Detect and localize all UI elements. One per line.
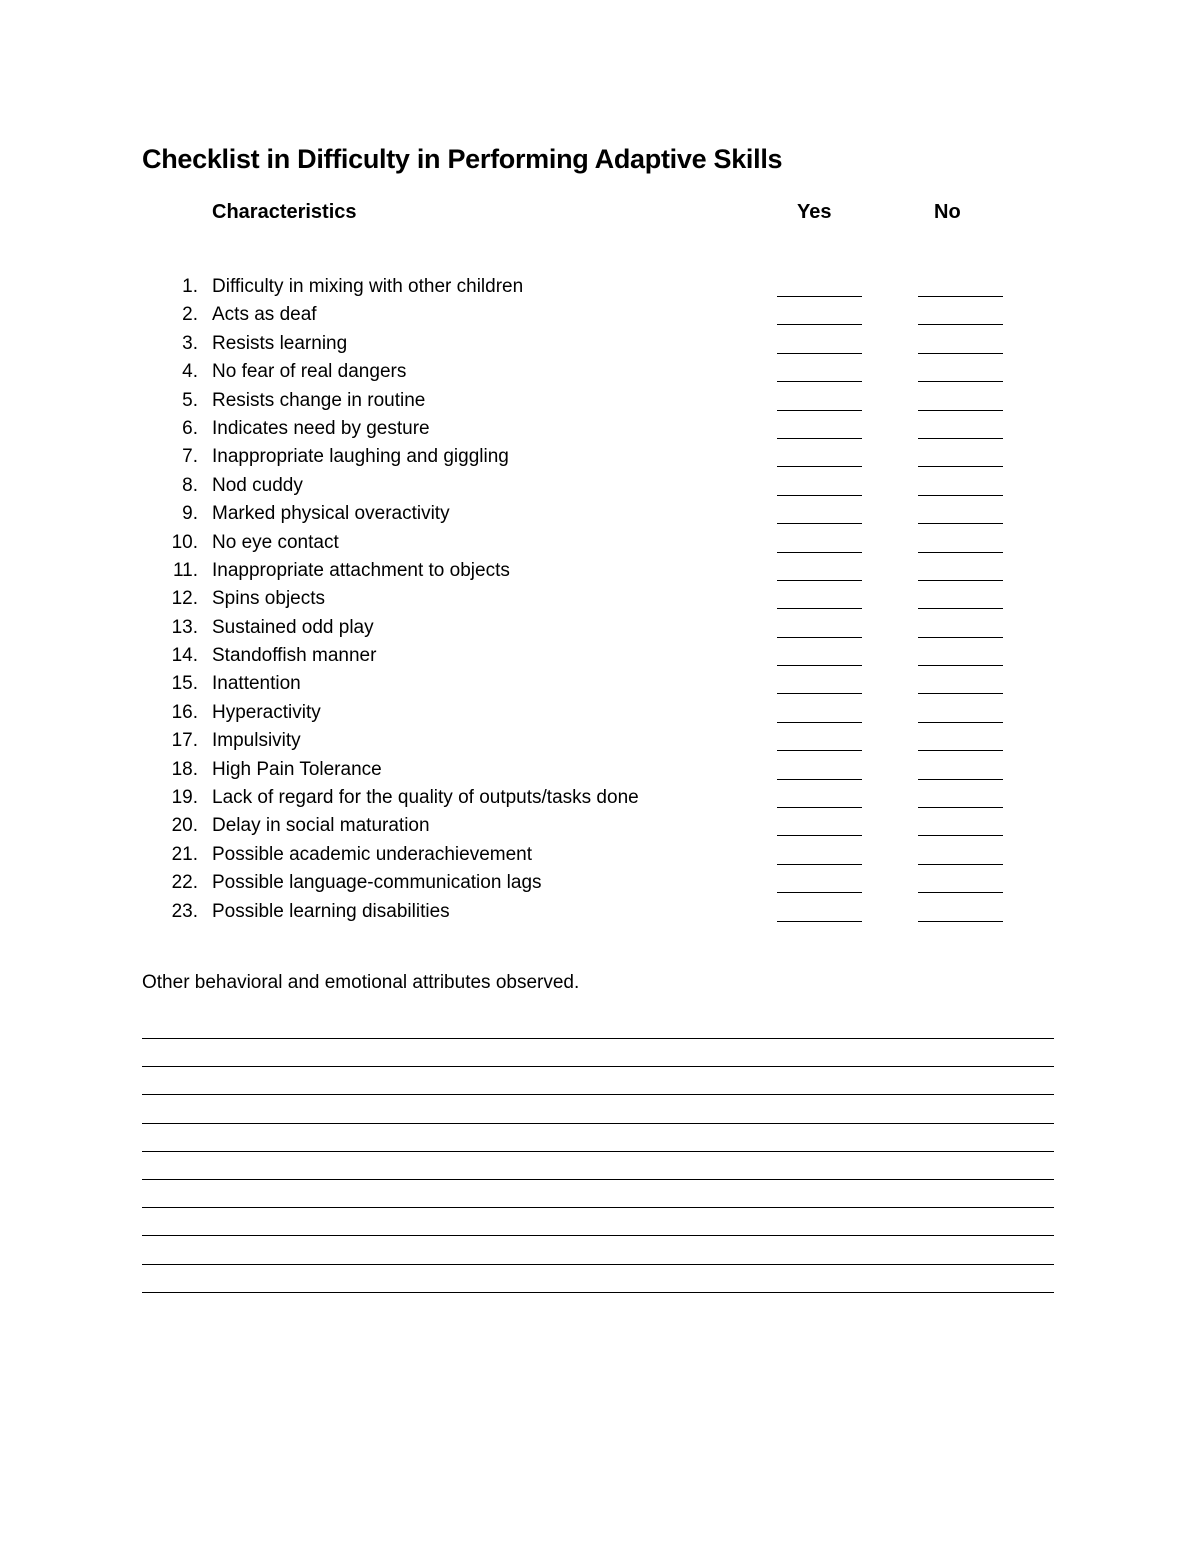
yes-blank[interactable] (777, 523, 862, 524)
yes-blank[interactable] (777, 495, 862, 496)
item-number: 19. (171, 787, 198, 809)
no-blank[interactable] (918, 750, 1003, 751)
item-text: Sustained odd play (212, 616, 374, 638)
yes-blank[interactable] (777, 637, 862, 638)
checklist-row (0, 501, 1200, 529)
checklist-row (0, 416, 1200, 444)
checklist-row (0, 473, 1200, 501)
item-number: 22. (171, 872, 198, 894)
column-header-characteristics: Characteristics (212, 201, 357, 223)
note-line[interactable] (142, 1235, 1054, 1236)
note-line[interactable] (142, 1179, 1054, 1180)
checklist-row (0, 274, 1200, 302)
no-blank[interactable] (918, 438, 1003, 439)
no-blank[interactable] (918, 381, 1003, 382)
yes-blank[interactable] (777, 466, 862, 467)
item-text: Difficulty in mixing with other children (212, 276, 524, 297)
item-number: 10. (171, 531, 198, 553)
item-number: 16. (171, 701, 198, 723)
item-text: Delay in social maturation (212, 815, 430, 837)
item-text: Hyperactivity (212, 701, 321, 723)
note-line[interactable] (142, 1123, 1054, 1124)
item-number: 6. (182, 417, 198, 439)
item-text: Impulsivity (212, 730, 301, 752)
yes-blank[interactable] (777, 892, 862, 893)
checklist-row (0, 615, 1200, 643)
note-line[interactable] (142, 1292, 1054, 1293)
yes-blank[interactable] (777, 552, 862, 553)
checklist-row (0, 728, 1200, 756)
checklist-row (0, 388, 1200, 416)
page-title: Checklist in Difficulty in Performing Adaptive Skills (142, 144, 783, 174)
item-text: Inattention (212, 673, 301, 695)
no-blank[interactable] (918, 410, 1003, 411)
yes-blank[interactable] (777, 750, 862, 751)
no-blank[interactable] (918, 665, 1003, 666)
item-text: Lack of regard for the quality of outputs/tasks done (212, 787, 639, 809)
checklist-row (0, 558, 1200, 586)
note-line[interactable] (142, 1038, 1054, 1039)
no-blank[interactable] (918, 864, 1003, 865)
item-text: Resists learning (212, 332, 348, 354)
item-number: 12. (171, 588, 198, 610)
item-number: 11. (172, 559, 198, 581)
checklist-row (0, 700, 1200, 728)
checklist-row (0, 842, 1200, 870)
no-blank[interactable] (918, 637, 1003, 638)
item-text: No eye contact (212, 531, 339, 553)
item-number: 13. (171, 616, 198, 638)
item-number: 23. (171, 900, 198, 922)
yes-blank[interactable] (777, 438, 862, 439)
no-blank[interactable] (918, 608, 1003, 609)
item-number: 4. (182, 361, 198, 383)
item-number: 15. (171, 673, 198, 695)
checklist-row (0, 899, 1200, 927)
item-number: 20. (171, 815, 198, 837)
yes-blank[interactable] (777, 779, 862, 780)
yes-blank[interactable] (777, 410, 862, 411)
no-blank[interactable] (918, 722, 1003, 723)
column-header-no: No (934, 201, 961, 223)
item-number: 9. (182, 503, 198, 525)
note-line[interactable] (142, 1151, 1054, 1152)
item-number: 14. (171, 645, 198, 667)
note-line[interactable] (142, 1207, 1054, 1208)
no-blank[interactable] (918, 693, 1003, 694)
no-blank[interactable] (918, 552, 1003, 553)
item-number: 1. (182, 276, 198, 297)
checklist-row (0, 671, 1200, 699)
no-blank[interactable] (918, 296, 1003, 297)
yes-blank[interactable] (777, 324, 862, 325)
yes-blank[interactable] (777, 580, 862, 581)
item-number: 3. (182, 332, 198, 354)
item-text: Spins objects (212, 588, 326, 610)
no-blank[interactable] (918, 807, 1003, 808)
note-line[interactable] (142, 1066, 1054, 1067)
item-text: Acts as deaf (212, 304, 317, 326)
checklist-row (0, 785, 1200, 813)
yes-blank[interactable] (777, 807, 862, 808)
no-blank[interactable] (918, 324, 1003, 325)
item-text: Nod cuddy (212, 474, 303, 496)
notes-area[interactable] (142, 1038, 1054, 1320)
item-number: 17. (171, 730, 198, 752)
item-text: Possible academic underachievement (212, 843, 533, 865)
item-text: Standoffish manner (212, 645, 377, 667)
item-number: 18. (171, 758, 198, 780)
yes-blank[interactable] (777, 864, 862, 865)
no-blank[interactable] (918, 580, 1003, 581)
yes-blank[interactable] (777, 296, 862, 297)
item-text: Inappropriate attachment to objects (212, 559, 510, 581)
item-text: Inappropriate laughing and giggling (212, 446, 509, 468)
checklist-row (0, 530, 1200, 558)
item-text: Marked physical overactivity (212, 503, 450, 525)
no-blank[interactable] (918, 495, 1003, 496)
note-line[interactable] (142, 1094, 1054, 1095)
no-blank[interactable] (918, 779, 1003, 780)
yes-blank[interactable] (777, 353, 862, 354)
item-number: 21. (171, 843, 198, 865)
yes-blank[interactable] (777, 722, 862, 723)
item-number: 7. (182, 446, 198, 468)
checklist-row (0, 813, 1200, 841)
item-number: 5. (182, 389, 198, 411)
checklist-row (0, 302, 1200, 330)
other-attributes-label: Other behavioral and emotional attributes observed. (142, 972, 580, 993)
checklist-row (0, 359, 1200, 387)
yes-blank[interactable] (777, 921, 862, 922)
item-text: Possible learning disabilities (212, 900, 450, 922)
item-text: Possible language-communication lags (212, 872, 542, 894)
yes-blank[interactable] (777, 693, 862, 694)
checklist-row (0, 331, 1200, 359)
yes-blank[interactable] (777, 381, 862, 382)
no-blank[interactable] (918, 466, 1003, 467)
checklist-row (0, 444, 1200, 472)
no-blank[interactable] (918, 892, 1003, 893)
checklist-row (0, 643, 1200, 671)
item-text: Indicates need by gesture (212, 417, 430, 439)
yes-blank[interactable] (777, 608, 862, 609)
column-header-yes: Yes (797, 201, 832, 223)
checklist (0, 274, 1200, 927)
no-blank[interactable] (918, 353, 1003, 354)
yes-blank[interactable] (777, 665, 862, 666)
item-number: 8. (182, 474, 198, 496)
checklist-row (0, 586, 1200, 614)
item-text: Resists change in routine (212, 389, 426, 411)
yes-blank[interactable] (777, 835, 862, 836)
note-line[interactable] (142, 1264, 1054, 1265)
checklist-row (0, 870, 1200, 898)
checklist-row (0, 757, 1200, 785)
no-blank[interactable] (918, 921, 1003, 922)
no-blank[interactable] (918, 523, 1003, 524)
no-blank[interactable] (918, 835, 1003, 836)
item-text: No fear of real dangers (212, 361, 407, 383)
item-text: High Pain Tolerance (212, 758, 382, 780)
item-number: 2. (182, 304, 198, 326)
